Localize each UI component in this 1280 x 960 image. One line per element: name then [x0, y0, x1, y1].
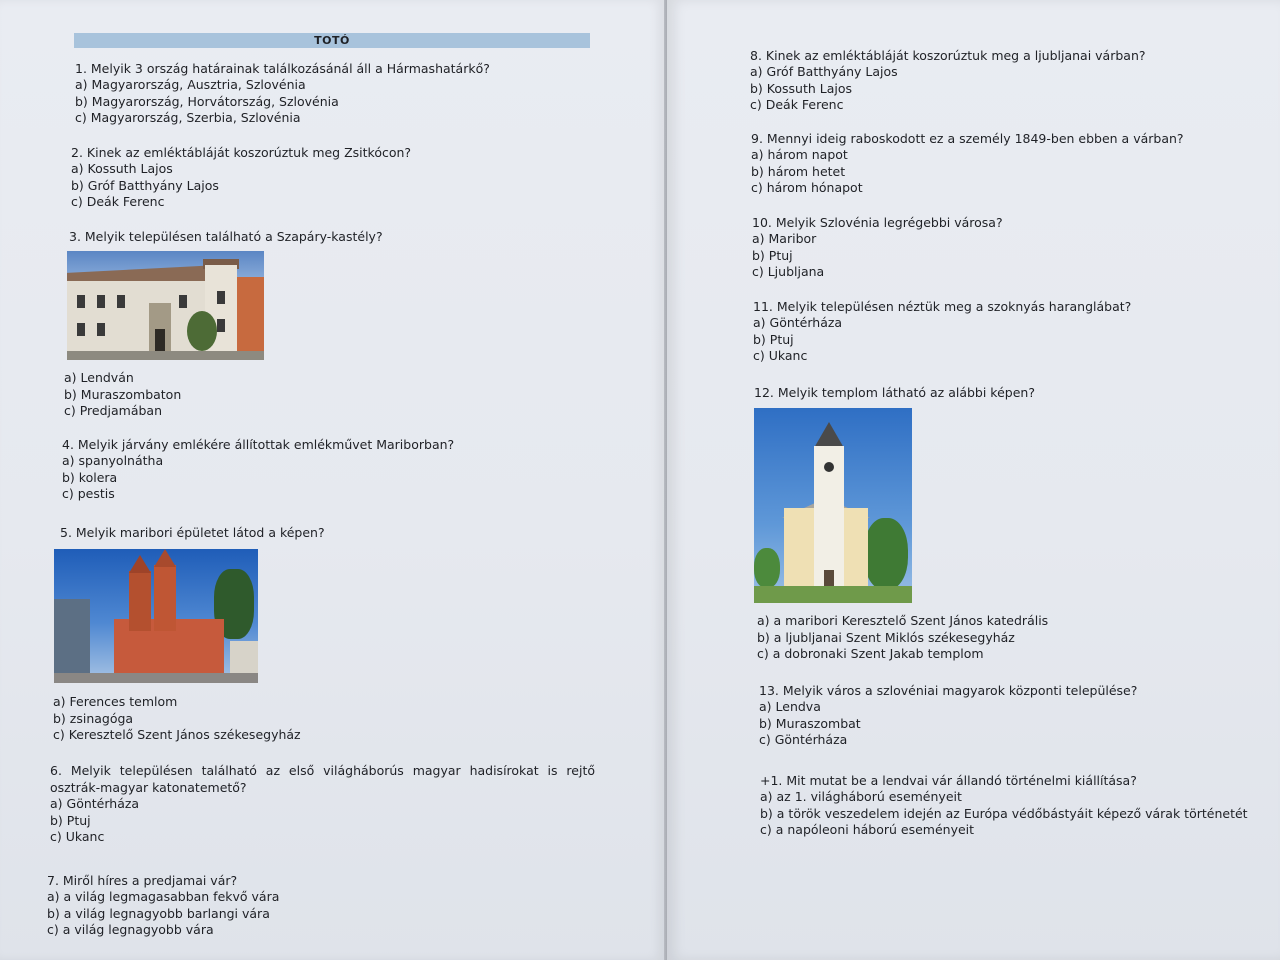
- question-13: [759, 682, 1137, 749]
- option-c: c) Predjamában: [64, 403, 163, 418]
- option-b: b) három hetet: [751, 163, 846, 179]
- option-b: b) Ptuj: [753, 331, 794, 347]
- option-a: a) spanyolnátha: [62, 453, 164, 468]
- question-text: 8. Kinek az emléktábláját koszorúztuk meg a ljubljanai várban?: [750, 48, 1146, 63]
- option-a: a) három napot: [751, 147, 848, 162]
- option-b: b) Ptuj: [50, 812, 91, 828]
- question-9: [751, 130, 1184, 197]
- question-text: 9. Mennyi ideig raboskodott ez a személy 1849-ben ebben a várban?: [751, 131, 1184, 146]
- maribor-cathedral-photo: [54, 549, 258, 683]
- question-2: [71, 144, 411, 211]
- option-b: b) Muraszombat: [759, 715, 861, 731]
- option-c: c) Ukanc: [50, 829, 105, 844]
- question-5: [60, 524, 325, 541]
- question-text: 1. Melyik 3 ország határainak találkozásánál áll a Hármashatárkő?: [75, 61, 490, 76]
- option-a: a) a világ legmagasabban fekvő vára: [47, 889, 280, 904]
- option-c: c) a dobronaki Szent Jakab templom: [757, 646, 984, 661]
- question-8: [750, 47, 1146, 114]
- option-c: c) Deák Ferenc: [750, 97, 844, 112]
- option-b: b) Muraszombaton: [64, 386, 182, 402]
- option-b: b) a világ legnagyobb barlangi vára: [47, 905, 270, 921]
- option-c: c) Magyarország, Szerbia, Szlovénia: [75, 110, 301, 125]
- option-a: a) Göntérháza: [50, 796, 140, 811]
- option-c: c) Ljubljana: [752, 264, 825, 279]
- option-c: c) pestis: [62, 486, 115, 501]
- question-text: 7. Miről híres a predjamai vár?: [47, 873, 238, 888]
- option-a: a) Lendva: [759, 699, 821, 714]
- option-a: a) Kossuth Lajos: [71, 161, 173, 176]
- option-a: a) Lendván: [64, 370, 134, 385]
- option-b: b) Gróf Batthyány Lajos: [71, 177, 219, 193]
- option-c: c) Göntérháza: [759, 732, 848, 747]
- option-a: a) Maribor: [752, 231, 817, 246]
- question-12: [754, 384, 1035, 401]
- question-11: [753, 298, 1131, 365]
- question-12-options: [757, 613, 1048, 663]
- option-b: b) kolera: [62, 469, 118, 485]
- option-a: a) Ferences temlom: [53, 694, 178, 709]
- option-b: b) Ptuj: [752, 247, 793, 263]
- option-b: b) zsinagóga: [53, 710, 134, 726]
- option-a: a) Gróf Batthyány Lajos: [750, 64, 898, 79]
- question-text: 12. Melyik templom látható az alábbi képen?: [754, 385, 1035, 400]
- option-a: a) a maribori Keresztelő Szent János katedrális: [757, 613, 1049, 628]
- question-text: 6. Melyik településen található az első világháborús magyar hadisírokat is rejtő osztrák-magyar katonatemető?: [50, 763, 595, 795]
- question-4: [62, 436, 454, 503]
- question-1: [75, 60, 490, 127]
- option-c: c) Keresztelő Szent János székesegyház: [53, 727, 301, 742]
- question-bonus: [760, 772, 1248, 839]
- question-text: 4. Melyik járvány emlékére állítottak emlékművet Mariborban?: [62, 437, 455, 452]
- option-c: c) a napóleoni háború eseményeit: [760, 822, 975, 837]
- question-text: 3. Melyik településen található a Szapáry-kastély?: [69, 229, 383, 244]
- option-b: b) a ljubljanai Szent Miklós székesegyház: [757, 629, 1015, 645]
- question-text: 10. Melyik Szlovénia legrégebbi városa?: [752, 215, 1003, 230]
- title-bar: TOTÓ: [74, 33, 590, 48]
- option-b: b) a török veszedelem idején az Európa védőbástyáit képező várak történetét: [760, 805, 1248, 821]
- option-c: c) Deák Ferenc: [71, 194, 165, 209]
- szapary-castle-photo: [67, 251, 264, 360]
- question-3: [69, 228, 383, 245]
- question-3-options: [64, 370, 181, 420]
- option-a: a) az 1. világháború eseményeit: [760, 789, 962, 804]
- dobronak-church-photo: [754, 408, 912, 603]
- question-5-options: [53, 694, 301, 744]
- question-text: 2. Kinek az emléktábláját koszorúztuk meg Zsitkócon?: [71, 145, 412, 160]
- option-b: b) Magyarország, Horvátország, Szlovénia: [75, 93, 339, 109]
- question-text: +1. Mit mutat be a lendvai vár állandó történelmi kiállítása?: [760, 773, 1137, 788]
- option-c: c) Ukanc: [753, 348, 808, 363]
- option-c: c) a világ legnagyobb vára: [47, 922, 214, 937]
- option-b: b) Kossuth Lajos: [750, 80, 853, 96]
- question-text: 13. Melyik város a szlovéniai magyarok központi települése?: [759, 683, 1138, 698]
- option-a: a) Magyarország, Ausztria, Szlovénia: [75, 77, 306, 92]
- question-10: [752, 214, 1003, 281]
- question-text: 11. Melyik településen néztük meg a szoknyás haranglábat?: [753, 299, 1132, 314]
- question-7: [47, 872, 279, 939]
- option-c: c) három hónapot: [751, 180, 863, 195]
- option-a: a) Göntérháza: [753, 315, 843, 330]
- question-text: 5. Melyik maribori épületet látod a képen?: [60, 525, 325, 540]
- question-6: [50, 762, 595, 846]
